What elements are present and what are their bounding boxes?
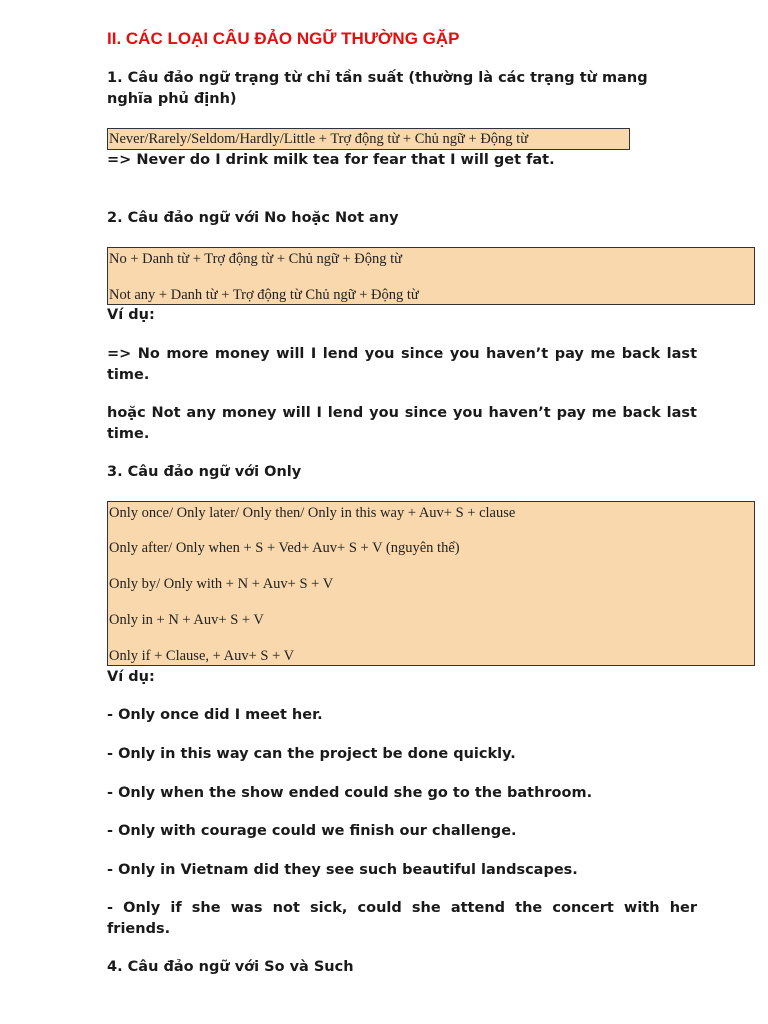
section-4-title: 4. Câu đảo ngữ với So và Such (107, 959, 354, 975)
example-3-6: - Only if she was not sick, could she attend the concert with her friends. (107, 900, 697, 937)
formula-3-2: Only after/ Only when + S + Ved+ Auv+ S + V (nguyên thể) (109, 540, 460, 556)
formula-2-1: No + Danh từ + Trợ động từ + Chủ ngữ + Động từ (109, 251, 402, 267)
example-3-3: - Only when the show ended could she go to the bathroom. (107, 785, 593, 801)
section-3-title: 3. Câu đảo ngữ với Only (107, 464, 302, 480)
formula-box-2 (107, 247, 755, 305)
example-3-2: - Only in this way can the project be done quickly. (107, 746, 516, 762)
example-3-1: - Only once did I meet her. (107, 707, 323, 723)
section-heading: II. CÁC LOẠI CÂU ĐẢO NGỮ THƯỜNG GẶP (107, 29, 460, 48)
section-2-title: 2. Câu đảo ngữ với No hoặc Not any (107, 210, 399, 226)
section-1-title: 1. Câu đảo ngữ trạng từ chỉ tần suất (thường là các trạng từ mang nghĩa phủ định) (107, 70, 648, 107)
formula-box-3 (107, 501, 755, 666)
example-label-3: Ví dụ: (107, 669, 155, 685)
formula-2-2: Not any + Danh từ + Trợ động từ Chủ ngữ + Động từ (109, 287, 419, 303)
example-3-5: - Only in Vietnam did they see such beautiful landscapes. (107, 862, 578, 878)
example-label-2: Ví dụ: (107, 307, 155, 323)
example-3-4: - Only with courage could we finish our challenge. (107, 823, 517, 839)
formula-box-1 (107, 128, 630, 150)
formula-3-4: Only in + N + Auv+ S + V (109, 612, 264, 628)
formula-3-1: Only once/ Only later/ Only then/ Only in this way + Auv+ S + clause (109, 505, 516, 521)
example-1: => Never do I drink milk tea for fear that I will get fat. (107, 152, 555, 168)
formula-1: Never/Rarely/Seldom/Hardly/Little + Trợ động từ + Chủ ngữ + Động từ (109, 131, 529, 147)
example-2-2: hoặc Not any money will I lend you since you haven’t pay me back last time. (107, 405, 697, 442)
formula-3-5: Only if + Clause, + Auv+ S + V (109, 648, 295, 664)
example-2-1: => No more money will I lend you since you haven’t pay me back last time. (107, 346, 697, 383)
formula-3-3: Only by/ Only with + N + Auv+ S + V (109, 576, 334, 592)
